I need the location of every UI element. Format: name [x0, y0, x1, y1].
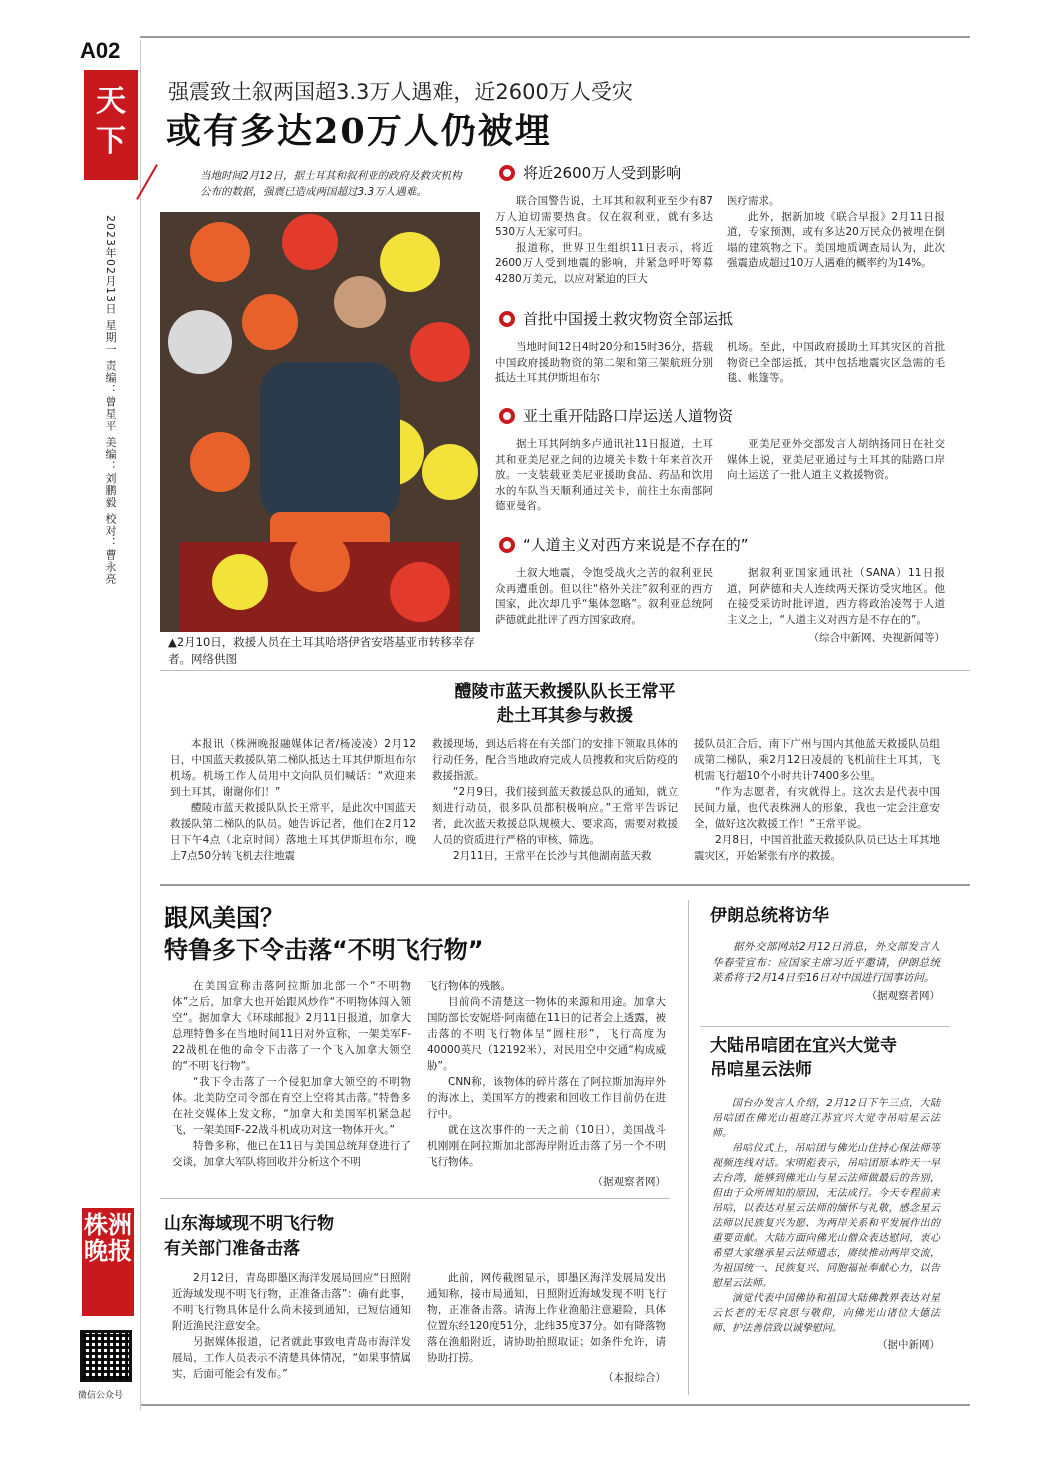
paragraph: 报道称，世界卫生组织11日表示，将近2600万人受到地震的影响，并紧急呼吁筹募4280万美元，以应对紧迫的巨大	[495, 241, 713, 285]
section-col	[495, 340, 713, 387]
article-col	[427, 978, 666, 1190]
section-heading	[495, 308, 945, 334]
title-line: 跟风美国？	[164, 904, 284, 932]
source-credit: （据观察者网）	[592, 1176, 666, 1188]
article5-body	[712, 940, 940, 1004]
paragraph: 2月12日，青岛即墨区海洋发展局回应“日照附近海域发现不明飞行物，正准备击落”：确有此事，不明飞行物具体是什么尚未接到通知，已短信通知附近渔民注意安全。	[172, 1272, 411, 1332]
paragraph: 飞行物体的残骸。	[427, 980, 511, 992]
column-divider	[688, 900, 689, 1395]
divider	[160, 1198, 670, 1199]
top-rule	[140, 36, 970, 38]
article-col	[172, 978, 411, 1190]
paragraph: 演觉代表中国佛协和祖国大陆佛教界表达对星云长老的无尽哀思与敬仰，向佛光山诸位大德法师、护法善信致以诚挚慰问。	[712, 1293, 940, 1334]
circle-bullet-icon	[499, 408, 515, 424]
section-col	[727, 437, 945, 515]
title-line: 赴土耳其参与救援	[497, 706, 633, 726]
paragraph: 当地时间12日4时20分和15时36分，搭载中国政府援助物资的第二架和第三架航班分别抵达土耳其伊斯坦布尔	[495, 341, 713, 384]
title-line: 大陆吊唁团在宜兴大觉寺	[710, 1036, 897, 1056]
section-col	[495, 566, 713, 628]
newspaper-logo: 株洲晚报	[82, 1208, 134, 1316]
article4-title	[164, 1212, 334, 1262]
article-col	[427, 1270, 666, 1386]
section-title: 亚土重开陆路口岸运送人道物资	[523, 407, 734, 425]
section-affected	[495, 162, 945, 287]
source-credit: （本报综合）	[603, 1372, 666, 1384]
section-col	[495, 194, 713, 287]
article-col	[694, 736, 940, 864]
divider	[160, 670, 970, 671]
qr-code-icon	[80, 1330, 132, 1382]
section-heading	[495, 162, 945, 188]
section-col	[727, 194, 945, 287]
section-title: “人道主义对西方来说是不存在的”	[523, 536, 749, 554]
article6-body	[712, 1096, 940, 1353]
photo-caption: ▲2月10日，救援人员在土耳其哈塔伊省安塔基亚市转移幸存者。网络供图	[168, 635, 475, 666]
paragraph: 医疗需求。	[727, 195, 780, 207]
bottom-rule	[140, 1404, 970, 1406]
sidebar-info: 2023年02月13日 星期一 责编：曾星平 美编：刘鹏毅 校对：曹永亮	[104, 215, 117, 585]
section-title: 首批中国援土救灾物资全部运抵	[523, 310, 734, 328]
paragraph: 据土耳其阿纳多卢通讯社11日报道，土耳其和亚美尼亚之间的边境关卡数十年来首次开放。一支装载亚美尼亚援助食品、药品和饮用水的车队当天顺利通过关卡，前往土东南部阿德亚曼省。	[495, 438, 713, 512]
source-credit: （据中新网）	[877, 1339, 940, 1351]
circle-bullet-icon	[499, 311, 515, 327]
circle-bullet-icon	[499, 165, 515, 181]
rescue-photo-illustration	[160, 212, 480, 632]
paragraph: 国台办发言人介绍，2月12日下午三点，大陆吊唁团在佛光山祖庭江苏宜兴大觉寺吊唁星云法师。	[712, 1098, 940, 1139]
article2-title	[160, 680, 970, 728]
section-col	[495, 437, 713, 515]
paragraph: 就在这次事件的一天之前（10日），美国战斗机刚刚在阿拉斯加北部海岸附近击落了另一个不明飞行物体。	[427, 1124, 666, 1168]
page-number: A02	[80, 38, 121, 63]
section-col	[727, 566, 945, 628]
paragraph: 特鲁多称，他已在11日与美国总统拜登进行了交谈，加拿大军队将回收并分析这个不明	[172, 1140, 411, 1168]
title-line: 醴陵市蓝天救援队队长王常平	[454, 682, 676, 702]
wechat-label: 微信公众号	[78, 1391, 124, 1401]
divider	[160, 884, 970, 886]
section-china-aid	[495, 308, 945, 387]
title-line: 有关部门准备击落	[164, 1239, 300, 1259]
paragraph: CNN称，该物体的碎片落在了阿拉斯加海岸外的海冰上，美国军方的搜索和回收工作目前仍在进行中。	[427, 1076, 666, 1120]
source-credit: （据观察者网）	[866, 989, 940, 1002]
paragraph: “作为志愿者，有灾就得上。这次去是代表中国民间力量，也代表株洲人的形象，我也一定会注意安全，做好这次救援工作！”王常平说。	[694, 786, 940, 830]
section-title: 将近2600万人受到影响	[523, 164, 682, 182]
title-line: 吊唁星云法师	[710, 1060, 812, 1080]
paragraph: 目前尚不清楚这一物体的来源和用途。加拿大国防部长安妮塔·阿南德在11日的记者会上透露，被击落的不明飞行物体呈“圆柱形”，飞行高度为40000英尺（12192米），对民用空中交通“构成威胁”。	[427, 996, 666, 1072]
divider	[700, 1026, 950, 1027]
paragraph: 机场。至此，中国政府援助土耳其灾区的首批物资已全部运抵，其中包括地震灾区急需的毛毯、帐篷等。	[727, 341, 945, 384]
rescue-photo	[160, 212, 480, 632]
source-credit: （综合中新网、央视新闻等）	[808, 632, 945, 644]
article-col	[432, 736, 678, 864]
paragraph: 此外，据新加坡《联合早报》2月11日报道，专家预测，或有多达20万民众仍被埋在倒塌的建筑物之下。美国地质调查局认为，此次强震造成超过10万人遇难的概率约为14%。	[727, 210, 945, 269]
paragraph: 救援现场，到达后将在有关部门的安排下领取具体的行动任务，配合当地政府完成人员搜救和灾后防疫的救援指派。	[432, 738, 678, 782]
paragraph: 据外交部网站2月12日消息，外交部发言人华春莹宣布：应国家主席习近平邀请，伊朗总统莱希将于2月14日至16日对中国进行国事访问。	[712, 941, 940, 984]
paragraph: 2月11日，王常平在长沙与其他湖南蓝天救	[453, 850, 652, 862]
sidebar-rule	[140, 40, 141, 1410]
paragraph: 在美国宣称击落阿拉斯加北部一个“不明物体”之后，加拿大也开始跟风炒作“不明物体闯入领空”。据加拿大《环球邮报》2月11日报道，加拿大总理特鲁多在当地时间11日对外宣称，一架美军F-22战机在他的命令下击落了一个飞入加拿大领空的“不明飞行物”。	[172, 980, 411, 1072]
paragraph: 援队员汇合后，南下广州与国内其他蓝天救援队员组成第二梯队，乘2月12日凌晨的飞机前往土耳其，飞机需飞行超10个小时共计7400多公里。	[694, 738, 940, 782]
paragraph: “2月9日，我们接到蓝天救援总队的通知，就立刻进行动员，很多队员都积极响应。”王常平告诉记者，此次蓝天救援总队规模大、要求高，需要对救援人员的资质进行严格的审核、筛选。	[432, 786, 678, 846]
article2-body	[170, 736, 940, 864]
main-lead: 当地时间2月12日，据土耳其和叙利亚的政府及救灾机构公布的数据，强震已造成两国超过3.3万人遇难。	[200, 170, 462, 198]
article5-title: 伊朗总统将访华	[710, 906, 829, 926]
section-col	[727, 340, 945, 387]
article4-body	[172, 1270, 666, 1386]
paragraph: 此前，网传截图显示，即墨区海洋发展局发出通知称，接市局通知，日照附近海域发现不明飞行物，正准备击落。请海上作业渔船注意避险，具体位置东经120度51分，北纬35度37分。如有降落物落在渔船附近，请协助拍照取证；如条件允许，请协助打捞。	[427, 1272, 666, 1364]
paragraph: “我下令击落了一个侵犯加拿大领空的不明物体。北美防空司令部在育空上空将其击落。”特鲁多在社交媒体上发文称，“加拿大和美国军机紧急起飞，一架美国F-22战斗机成功对这一物体开火。”	[172, 1076, 411, 1136]
paragraph: 联合国警告说，土耳其和叙利亚至少有87万人迫切需要热食。仅在叙利亚，就有多达530万人无家可归。	[495, 195, 713, 238]
section-label: 天下	[84, 70, 138, 180]
paragraph: 醴陵市蓝天救援队队长王常平，是此次中国蓝天救援队第二梯队的队员。她告诉记者，他们在2月12日下午4点（北京时间）落地土耳其伊斯坦布尔，晚上7点50分转飞机去往地震	[170, 802, 416, 862]
title-line: 特鲁多下令击落“不明飞行物”	[164, 936, 484, 964]
article6-title	[710, 1034, 897, 1082]
circle-bullet-icon	[499, 537, 515, 553]
paragraph: 亚美尼亚外交部发言人胡纳扬同日在社交媒体上说，亚美尼亚通过与土耳其的陆路口岸向土运送了一批人道主义救援物资。	[727, 438, 945, 481]
paragraph: 土叙大地震，令饱受战火之苦的叙利亚民众再遭重创。但以往“格外关注”叙利亚的西方国家，此次却几乎“集体忽略”。叙利亚总统阿萨德就此批评了西方国家政府。	[495, 567, 713, 626]
section-heading	[495, 405, 945, 431]
section-border-crossing	[495, 405, 945, 515]
title-line: 山东海域现不明飞行物	[164, 1214, 334, 1234]
article3-body	[172, 978, 666, 1190]
section-humanitarian	[495, 534, 945, 645]
paragraph: 2月8日，中国首批蓝天救援队队员已达土耳其地震灾区，开始紧张有序的救援。	[694, 834, 940, 862]
article3-title	[164, 902, 484, 966]
article-col	[172, 1270, 411, 1386]
paragraph: 吊唁仪式上，吊唁团与佛光山住持心保法师等视频连线对话。宋明彪表示，吊唁团原本昨天一早去台湾，能够到佛光山与星云法师做最后的告别，但由于众所周知的原因，无法成行。今天专程前来吊唁，以表达对星云法师的缅怀与礼敬，感念星云法师以民族复兴为愿、为两岸关系和平发展作出的重要贡献。大陆方面向佛光山僧众表达慰问，衷心希望大家继承星云法师遗志，赓续推动两岸交流，为祖国统一、民族复兴、同胞福祉奉献心力，以告慰星云法师。	[712, 1143, 940, 1289]
article-col	[170, 736, 416, 864]
main-headline: 或有多达20万人仍被埋	[166, 111, 552, 152]
paragraph: 本报讯（株洲晚报融媒体记者/杨凌凌）2月12日，中国蓝天救援队第二梯队抵达土耳其伊斯坦布尔机场。机场工作人员用中文向队员们喊话：“欢迎来到土耳其，谢谢你们！”	[170, 738, 416, 798]
section-heading	[495, 534, 945, 560]
paragraph: 另据媒体报道，记者就此事致电青岛市海洋发展局，工作人员表示不清楚具体情况，“如果事情属实，后面可能会有发布。”	[172, 1336, 411, 1380]
paragraph: 据叙利亚国家通讯社（SANA）11日报道，阿萨德和夫人连续两天探访受灾地区。他在接受采访时批评道，西方将政治凌驾于人道主义之上，“人道主义对西方是不存在的”。	[727, 567, 945, 626]
main-kicker: 强震致土叙两国超3.3万人遇难，近2600万人受灾	[168, 80, 633, 104]
